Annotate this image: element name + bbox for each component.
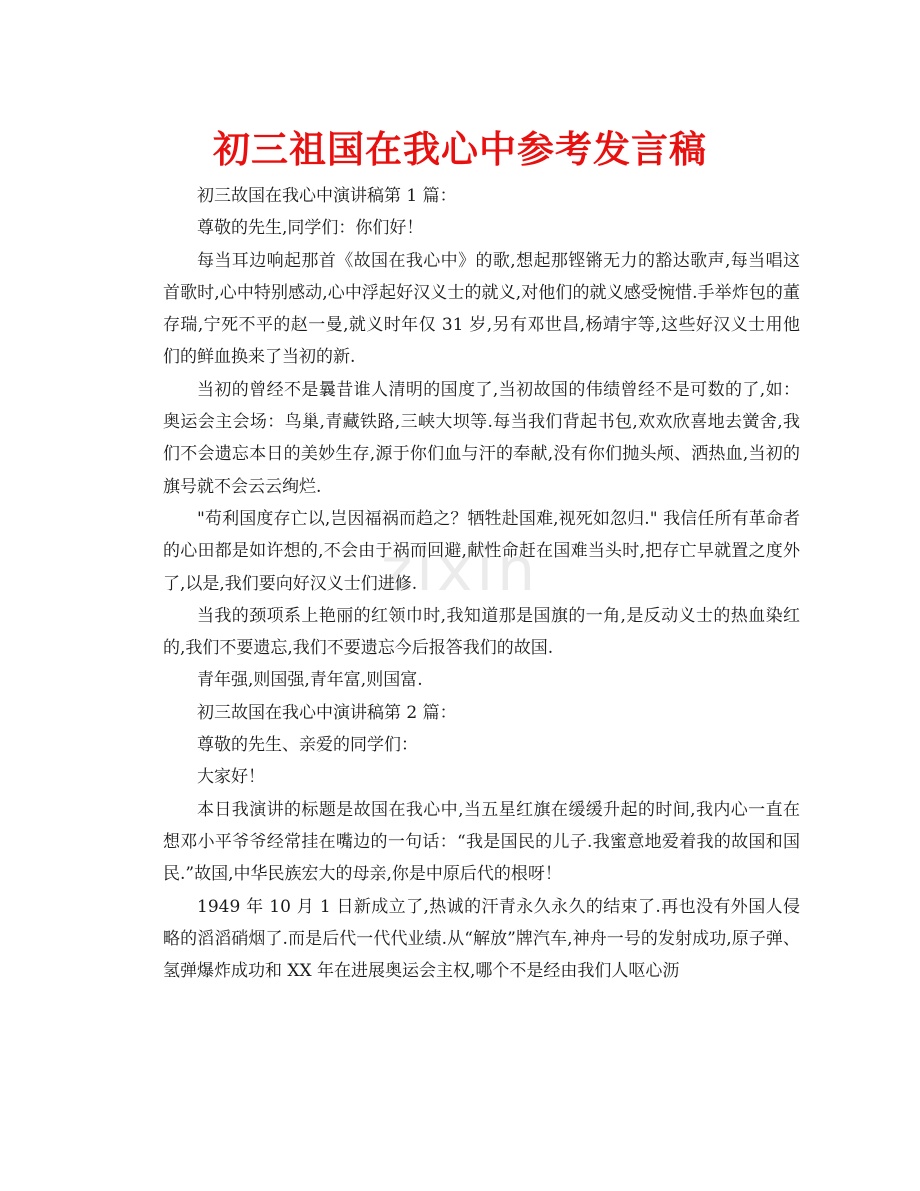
paragraph: 每当耳边响起那首《故国在我心中》的歌,想起那铿锵无力的豁达歌声,每当唱这首歌时,心中特别感动,心中浮起好汉义士的就义,对他们的就义感受惋惜.手举炸包的董存瑞,宁死不平的赵一曼,就义时年仅 31 岁,另有邓世昌,杨靖宇等,这些好汉义士用他们的鲜血换来了当初的新.: [163, 250, 800, 368]
document-body: [163, 180, 800, 987]
document-title: 初三祖国在我心中参考发言稿: [213, 128, 707, 171]
paragraph: 当我的颈项系上艳丽的红领巾时,我知道那是国旗的一角,是反动义士的热血染红的,我们不要遗忘,我们不要遗忘今后报答我们的故国.: [163, 605, 800, 659]
paragraph: 本日我演讲的标题是故国在我心中,当五星红旗在缓缓升起的时间,我内心一直在想邓小平爷爷经常挂在嘴边的一句话：“我是国民的儿子.我蜜意地爱着我的故国和国民.”故国,中华民族宏大的母亲,你是中原后代的根呀！: [163, 799, 800, 885]
paragraph: "苟利国度存亡以,岂因福祸而趋之？牺牲赴国难,视死如忽归." 我信任所有革命者的心田都是如许想的,不会由于祸而回避,献性命赶在国难当头时,把存亡早就置之度外了,以是,我们要向好汉义士们进修.: [163, 508, 800, 594]
watermark: zixin: [380, 535, 540, 605]
paragraph: 当初的曾经不是曩昔谁人清明的国度了,当初故国的伟绩曾经不是可数的了,如：奥运会主会场：鸟巢,青藏铁路,三峡大坝等.每当我们背起书包,欢欢欣喜地去黉舍,我们不会遗忘本日的美妙生存,源于你们血与汗的奉献,没有你们抛头颅、洒热血,当初的旗号就不会云云绚烂.: [163, 379, 800, 497]
paragraph: 初三故国在我心中演讲稿第 2 篇：: [197, 702, 457, 723]
paragraph: 青年强,则国强,青年富,则国富.: [197, 670, 423, 691]
paragraph: 大家好！: [197, 767, 265, 788]
paragraph: 1949 年 10 月 1 日新成立了,热诚的汗青永久永久的结束了.再也没有外国人侵略的滔滔硝烟了.而是后代一代代业绩.从“解放”牌汽车,神舟一号的发射成功,原子弹、氢弹爆炸成功和 XX 年在进展奥运会主权,哪个不是经由我们人呕心沥: [163, 896, 800, 982]
paragraph: 初三故国在我心中演讲稿第 1 篇：: [197, 186, 457, 206]
paragraph: 尊敬的先生,同学们：你们好！: [197, 218, 424, 239]
paragraph: 尊敬的先生、亲爱的同学们：: [197, 735, 418, 756]
